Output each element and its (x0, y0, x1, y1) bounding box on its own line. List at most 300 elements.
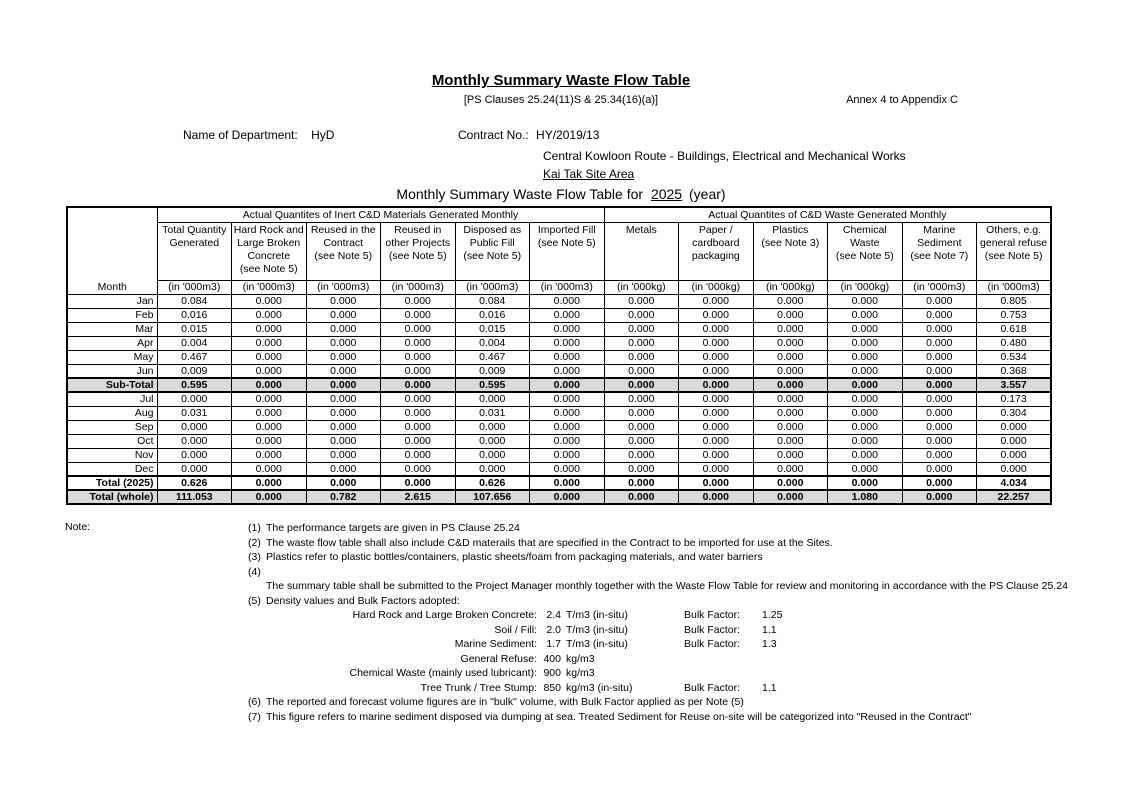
data-cell: 0.618 (977, 322, 1052, 336)
row-label: Total (whole) (67, 490, 157, 504)
density-value: 1.7 (546, 638, 561, 650)
data-cell: 0.000 (306, 336, 381, 350)
data-cell: 22.257 (977, 490, 1052, 504)
data-cell: 0.000 (530, 336, 605, 350)
data-cell: 0.000 (381, 434, 456, 448)
data-cell: 0.000 (604, 476, 679, 490)
data-cell: 0.000 (157, 434, 232, 448)
data-cell: 0.000 (902, 322, 977, 336)
data-cell: 0.000 (902, 308, 977, 322)
column-header: Imported Fill (see Note 5) (530, 222, 605, 280)
note-number: (4) (248, 565, 261, 578)
note-item (248, 536, 1122, 551)
row-label: Feb (67, 308, 157, 322)
table-row-sub-total (67, 378, 1051, 392)
data-cell: 0.000 (381, 420, 456, 434)
bulk-factor-label: Bulk Factor: (684, 609, 741, 621)
note-number: (6) (248, 696, 261, 708)
note-text: This figure refers to marine sediment disposed via dumping at sea. Treated Sediment for Reuse on-site will be categorized into "Reused in the Contract" (266, 710, 972, 723)
column-header-row (67, 222, 1051, 280)
data-cell: 0.031 (455, 406, 530, 420)
data-cell: 0.000 (902, 336, 977, 350)
data-cell: 0.000 (828, 322, 903, 336)
data-cell: 0.000 (604, 336, 679, 350)
unit-header: (in '000m3) (902, 280, 977, 294)
table-row-dec (67, 462, 1051, 476)
unit-header: (in '000kg) (828, 280, 903, 294)
data-cell: 0.000 (753, 392, 828, 406)
data-cell: 0.000 (306, 420, 381, 434)
data-cell: 0.000 (530, 378, 605, 392)
data-cell: 0.595 (455, 378, 530, 392)
bulk-factor-label (684, 652, 752, 667)
data-cell: 0.000 (381, 322, 456, 336)
data-cell: 0.000 (828, 406, 903, 420)
data-cell: 0.000 (232, 308, 307, 322)
data-cell: 0.000 (306, 476, 381, 490)
data-cell: 0.000 (828, 378, 903, 392)
data-cell: 0.000 (679, 490, 754, 504)
bulk-factor-value: 1.1 (762, 681, 777, 694)
data-cell: 0.000 (679, 308, 754, 322)
document-title: Monthly Summary Waste Flow Table (431, 72, 691, 89)
data-cell: 0.000 (753, 420, 828, 434)
data-cell: 0.000 (828, 448, 903, 462)
data-cell: 0.000 (828, 294, 903, 308)
row-label: Apr (67, 336, 157, 350)
data-cell: 0.000 (306, 378, 381, 392)
table-row-jul (67, 392, 1051, 406)
column-header: Marine Sediment (see Note 7) (902, 222, 977, 280)
note-item (248, 521, 1122, 536)
unit-header: (in '000kg) (679, 280, 754, 294)
density-unit: kg/m3 (566, 667, 595, 679)
data-cell: 0.000 (381, 336, 456, 350)
data-cell: 0.000 (753, 322, 828, 336)
data-cell: 0.000 (232, 350, 307, 364)
density-unit: T/m3 (in-situ) (566, 638, 628, 650)
unit-header: (in '000m3) (977, 280, 1052, 294)
data-cell: 0.000 (455, 434, 530, 448)
note-item (248, 695, 1122, 710)
data-cell: 0.000 (902, 378, 977, 392)
row-label: Jan (67, 294, 157, 308)
data-cell: 107.656 (455, 490, 530, 504)
data-cell: 0.626 (157, 476, 232, 490)
data-cell: 0.000 (232, 336, 307, 350)
data-cell: 0.000 (306, 448, 381, 462)
note-item (248, 550, 1122, 565)
data-cell: 0.000 (232, 294, 307, 308)
note-number: (7) (248, 710, 261, 723)
density-label: Tree Trunk / Tree Stump: (420, 681, 537, 694)
data-cell: 0.000 (828, 350, 903, 364)
data-cell: 0.000 (232, 462, 307, 476)
data-cell: 0.000 (306, 308, 381, 322)
data-cell: 1.080 (828, 490, 903, 504)
density-label: Chemical Waste (mainly used lubricant): (349, 667, 537, 679)
data-cell: 0.000 (381, 406, 456, 420)
data-cell: 0.000 (604, 406, 679, 420)
density-row (0, 623, 1122, 638)
data-cell: 0.015 (455, 322, 530, 336)
contract-line (458, 128, 599, 142)
data-cell: 0.000 (381, 448, 456, 462)
density-row (0, 666, 1122, 681)
note-item (248, 579, 1122, 594)
data-cell: 0.000 (753, 476, 828, 490)
column-header: Others, e.g. general refuse (see Note 5) (977, 222, 1052, 280)
bulk-factor-value: 1.3 (762, 638, 777, 650)
data-cell: 0.000 (455, 462, 530, 476)
data-cell: 0.000 (902, 364, 977, 378)
data-cell: 0.000 (828, 364, 903, 378)
notes-section (0, 521, 1122, 724)
unit-header: (in '000m3) (381, 280, 456, 294)
data-cell: 0.000 (753, 490, 828, 504)
subtitle-row (0, 94, 1122, 108)
table-row-feb (67, 308, 1051, 322)
data-cell: 0.000 (604, 308, 679, 322)
data-cell: 0.000 (381, 294, 456, 308)
data-cell: 0.000 (530, 322, 605, 336)
density-value: 400 (543, 652, 561, 665)
data-cell: 0.004 (157, 336, 232, 350)
data-cell: 0.000 (828, 476, 903, 490)
data-cell: 0.000 (977, 462, 1052, 476)
data-cell: 0.000 (828, 336, 903, 350)
units-row (67, 280, 1051, 294)
density-label: Hard Rock and Large Broken Concrete: (352, 609, 537, 621)
bulk-factor-label (684, 666, 752, 681)
table-row-apr (67, 336, 1051, 350)
data-cell: 0.000 (604, 462, 679, 476)
data-cell: 0.015 (157, 322, 232, 336)
data-cell: 0.000 (381, 378, 456, 392)
data-cell: 0.000 (679, 406, 754, 420)
data-cell: 0.000 (977, 434, 1052, 448)
density-unit: kg/m3 (566, 652, 595, 665)
table-row-may (67, 350, 1051, 364)
data-cell: 0.000 (902, 392, 977, 406)
density-value: 2.0 (546, 623, 561, 636)
density-unit: kg/m3 (in-situ) (566, 681, 633, 694)
unit-header: (in '000m3) (530, 280, 605, 294)
data-cell: 0.000 (902, 294, 977, 308)
column-header: Chemical Waste (see Note 5) (828, 222, 903, 280)
data-cell: 0.000 (828, 462, 903, 476)
data-cell: 0.000 (902, 420, 977, 434)
data-cell: 0.000 (455, 392, 530, 406)
data-cell: 0.000 (679, 462, 754, 476)
table-row-total-whole (67, 490, 1051, 504)
data-cell: 0.000 (306, 434, 381, 448)
column-header: Reused in other Projects (see Note 5) (381, 222, 456, 280)
data-cell: 0.000 (753, 462, 828, 476)
row-label: Mar (67, 322, 157, 336)
data-cell: 0.000 (977, 420, 1052, 434)
note-number: (1) (248, 522, 261, 534)
table-row-total-2025 (67, 476, 1051, 490)
contract-value: HY/2019/13 (536, 128, 600, 142)
bulk-factor-value: 1.1 (762, 623, 777, 636)
data-cell: 0.000 (679, 420, 754, 434)
note-number (248, 579, 266, 594)
data-cell: 0.000 (381, 476, 456, 490)
row-label: Oct (67, 434, 157, 448)
data-cell: 0.000 (604, 392, 679, 406)
data-cell: 0.000 (381, 364, 456, 378)
bulk-factor-label: Bulk Factor: (684, 623, 741, 636)
table-row-nov (67, 448, 1051, 462)
unit-header: (in '000kg) (604, 280, 679, 294)
row-label: May (67, 350, 157, 364)
data-cell: 0.000 (828, 420, 903, 434)
bulk-factor-value: 1.25 (762, 609, 783, 621)
data-cell: 0.000 (232, 420, 307, 434)
data-cell: 0.000 (604, 322, 679, 336)
table-row-oct (67, 434, 1051, 448)
data-cell: 0.000 (679, 476, 754, 490)
data-cell: 0.000 (306, 364, 381, 378)
data-cell: 0.000 (381, 392, 456, 406)
row-label: Jul (67, 392, 157, 406)
data-cell: 0.000 (679, 448, 754, 462)
unit-header: (in '000kg) (753, 280, 828, 294)
data-cell: 0.000 (828, 434, 903, 448)
data-cell: 0.000 (604, 364, 679, 378)
data-cell: 0.000 (530, 420, 605, 434)
unit-header: (in '000m3) (455, 280, 530, 294)
unit-header: (in '000m3) (157, 280, 232, 294)
data-cell: 0.000 (604, 420, 679, 434)
data-cell: 0.000 (679, 364, 754, 378)
data-cell: 0.000 (381, 350, 456, 364)
row-label: Nov (67, 448, 157, 462)
density-label: Soil / Fill: (494, 623, 537, 636)
data-cell: 0.000 (679, 392, 754, 406)
data-cell: 0.000 (530, 462, 605, 476)
info-row (0, 128, 1122, 143)
data-cell: 0.000 (753, 448, 828, 462)
data-cell: 0.016 (157, 308, 232, 322)
data-cell: 0.000 (530, 434, 605, 448)
data-cell: 0.000 (679, 378, 754, 392)
data-cell: 0.000 (902, 462, 977, 476)
unit-header: (in '000m3) (232, 280, 307, 294)
waste-flow-table (66, 206, 1052, 505)
note-text: The performance targets are given in PS Clause 25.24 (266, 522, 520, 534)
density-unit: T/m3 (in-situ) (566, 609, 628, 621)
notes-list (0, 521, 1122, 724)
data-cell: 0.000 (232, 490, 307, 504)
data-cell: 0.000 (604, 490, 679, 504)
note-item (248, 710, 1122, 725)
data-cell: 0.000 (232, 448, 307, 462)
data-cell: 0.000 (381, 462, 456, 476)
column-header: Total Quantity Generated (157, 222, 232, 280)
data-cell: 0.000 (530, 350, 605, 364)
data-cell: 0.000 (530, 448, 605, 462)
data-cell: 0.000 (530, 308, 605, 322)
density-label: General Refuse: (460, 652, 537, 665)
data-cell: 0.534 (977, 350, 1052, 364)
group-header-row (67, 207, 1051, 222)
data-cell: 0.467 (455, 350, 530, 364)
data-cell: 0.004 (455, 336, 530, 350)
table-title-year: 2025 (650, 186, 683, 202)
data-cell: 0.000 (828, 392, 903, 406)
data-cell: 0.480 (977, 336, 1052, 350)
data-cell: 0.000 (157, 448, 232, 462)
month-column-header: Month (67, 207, 157, 294)
note-number: (5) (248, 594, 261, 607)
data-cell: 0.000 (902, 476, 977, 490)
ps-clause-reference: [PS Clauses 25.24(11)S & 25.34(16)(a)] (463, 94, 659, 106)
column-header: Metals (604, 222, 679, 280)
data-cell: 0.000 (679, 350, 754, 364)
data-cell: 0.000 (530, 476, 605, 490)
row-label: Jun (67, 364, 157, 378)
note-item (248, 565, 1122, 580)
data-cell: 0.000 (157, 420, 232, 434)
data-cell: 0.000 (679, 434, 754, 448)
department-value: HyD (311, 128, 335, 142)
table-row-mar (67, 322, 1051, 336)
data-cell: 0.000 (306, 406, 381, 420)
data-cell: 0.000 (604, 350, 679, 364)
table-row-sep (67, 420, 1051, 434)
table-title-prefix: Monthly Summary Waste Flow Table for (396, 186, 644, 202)
data-cell: 0.000 (902, 490, 977, 504)
data-cell: 0.000 (455, 420, 530, 434)
data-cell: 0.000 (232, 434, 307, 448)
data-cell: 0.000 (902, 350, 977, 364)
unit-header: (in '000m3) (306, 280, 381, 294)
data-cell: 3.557 (977, 378, 1052, 392)
bulk-factor-label: Bulk Factor: (684, 638, 741, 650)
data-cell: 0.009 (157, 364, 232, 378)
data-cell: 0.000 (530, 294, 605, 308)
data-cell: 0.000 (232, 406, 307, 420)
data-cell: 0.000 (232, 322, 307, 336)
data-cell: 0.173 (977, 392, 1052, 406)
note-text: The reported and forecast volume figures are in "bulk" volume, with Bulk Factor applied as per Note (5) (266, 696, 744, 708)
data-cell: 0.000 (530, 392, 605, 406)
density-row (0, 681, 1122, 696)
table-title-suffix: (year) (689, 186, 726, 202)
data-cell: 0.000 (753, 434, 828, 448)
table-title (0, 186, 1122, 202)
data-cell: 0.000 (753, 378, 828, 392)
data-cell: 0.000 (604, 294, 679, 308)
department-label: Name of Department: (183, 128, 298, 142)
density-value: 900 (543, 667, 561, 679)
note-text: The waste flow table shall also include C&D materails that are specified in the Contract to be imported for use at the Sites. (266, 536, 833, 549)
data-cell: 0.000 (977, 448, 1052, 462)
column-header: Disposed as Public Fill (see Note 5) (455, 222, 530, 280)
annex-reference: Annex 4 to Appendix C (846, 94, 958, 106)
table-row-aug (67, 406, 1051, 420)
density-unit: T/m3 (in-situ) (566, 623, 628, 636)
row-label: Total (2025) (67, 476, 157, 490)
column-header: Reused in the Contract (see Note 5) (306, 222, 381, 280)
data-cell: 0.753 (977, 308, 1052, 322)
data-cell: 0.016 (455, 308, 530, 322)
data-cell: 0.304 (977, 406, 1052, 420)
data-cell: 0.084 (157, 294, 232, 308)
data-cell: 0.000 (679, 322, 754, 336)
data-cell: 0.000 (455, 448, 530, 462)
data-cell: 4.034 (977, 476, 1052, 490)
data-cell: 0.000 (232, 364, 307, 378)
site-area: Kai Tak Site Area (543, 167, 635, 181)
note-text: Density values and Bulk Factors adopted: (266, 594, 460, 607)
data-cell: 0.000 (530, 364, 605, 378)
table-row-jun (67, 364, 1051, 378)
data-cell: 0.000 (753, 308, 828, 322)
data-cell: 2.615 (381, 490, 456, 504)
data-cell: 0.000 (306, 392, 381, 406)
group-header-inert-materials: Actual Quantites of Inert C&D Materials Generated Monthly (157, 207, 604, 222)
data-cell: 0.084 (455, 294, 530, 308)
table-row-jan (67, 294, 1051, 308)
note-text: The summary table shall be submitted to the Project Manager monthly together with the Waste Flow Table for review and monitoring in accordance with the PS Clause 25.24 (266, 580, 1068, 592)
data-cell: 0.000 (306, 322, 381, 336)
note-number: (3) (248, 551, 261, 563)
data-cell: 0.626 (455, 476, 530, 490)
data-cell: 0.000 (232, 476, 307, 490)
row-label: Sub-Total (67, 378, 157, 392)
group-header-cd-waste: Actual Quantites of C&D Waste Generated Monthly (604, 207, 1051, 222)
density-label: Marine Sediment: (454, 638, 537, 650)
data-cell: 0.467 (157, 350, 232, 364)
column-header: Hard Rock and Large Broken Concrete (see Note 5) (232, 222, 307, 280)
density-row (0, 637, 1122, 652)
data-cell: 0.000 (232, 378, 307, 392)
data-cell: 0.000 (157, 392, 232, 406)
data-cell: 0.595 (157, 378, 232, 392)
data-cell: 0.000 (828, 308, 903, 322)
row-label: Aug (67, 406, 157, 420)
column-header: Paper / cardboard packaging (679, 222, 754, 280)
data-cell: 111.053 (157, 490, 232, 504)
data-cell: 0.000 (306, 462, 381, 476)
data-cell: 0.000 (604, 378, 679, 392)
data-cell: 0.000 (306, 350, 381, 364)
column-header: Plastics (see Note 3) (753, 222, 828, 280)
note-label: Note: (65, 521, 91, 533)
data-cell: 0.000 (902, 434, 977, 448)
density-row (0, 652, 1122, 667)
data-cell: 0.000 (753, 336, 828, 350)
data-cell: 0.782 (306, 490, 381, 504)
data-cell: 0.000 (902, 406, 977, 420)
data-cell: 0.000 (753, 294, 828, 308)
density-row (0, 608, 1122, 623)
data-cell: 0.000 (306, 294, 381, 308)
note-text: Plastics refer to plastic bottles/containers, plastic sheets/foam from packaging materials, and water barriers (266, 551, 763, 563)
bulk-factor-label: Bulk Factor: (684, 681, 741, 694)
data-cell: 0.000 (753, 406, 828, 420)
data-cell: 0.000 (604, 434, 679, 448)
data-cell: 0.000 (530, 490, 605, 504)
note-text (266, 565, 1122, 580)
data-cell: 0.000 (381, 308, 456, 322)
data-cell: 0.000 (232, 392, 307, 406)
row-label: Sep (67, 420, 157, 434)
data-cell: 0.000 (157, 462, 232, 476)
